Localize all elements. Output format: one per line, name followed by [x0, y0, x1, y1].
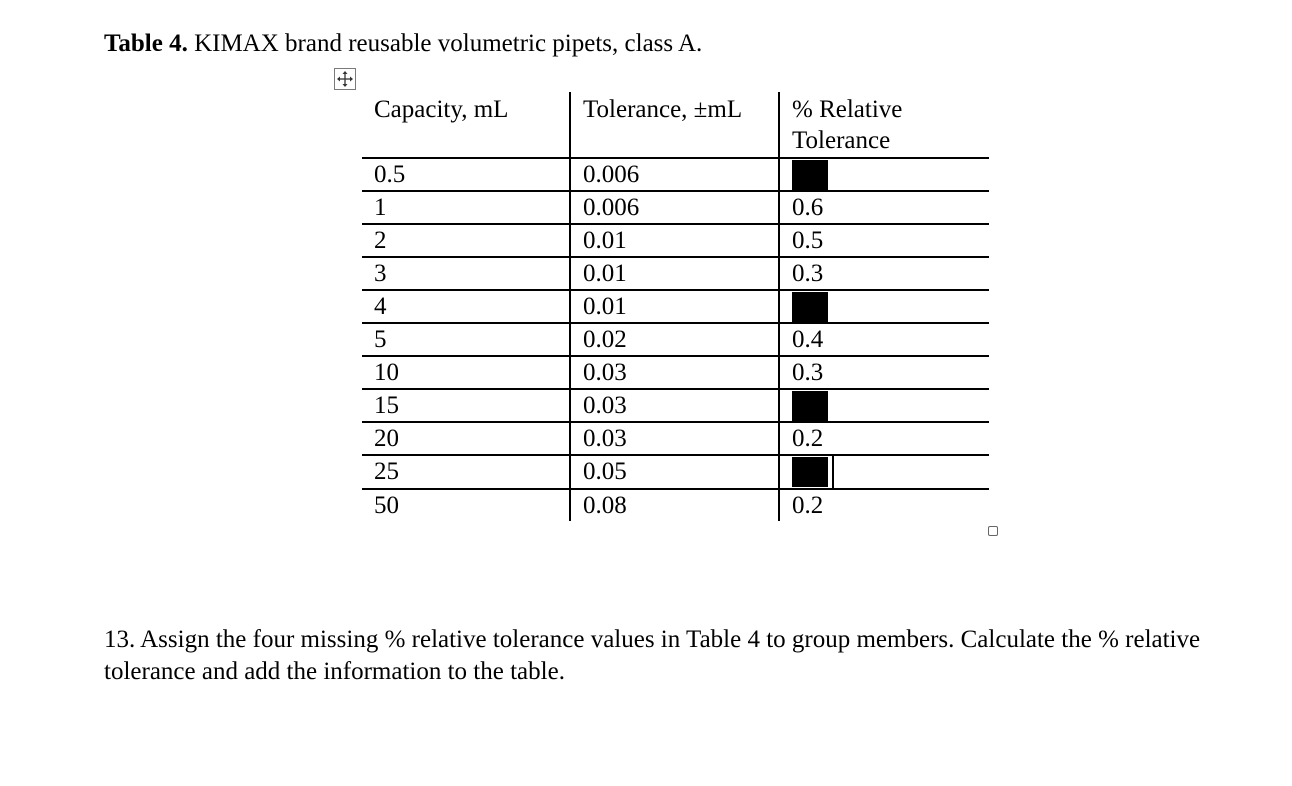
- cell-relative-tolerance[interactable]: [779, 290, 989, 323]
- table-row: [362, 455, 989, 489]
- header-tolerance[interactable]: Tolerance, ±mL: [570, 92, 779, 158]
- cell-capacity[interactable]: 20: [362, 422, 570, 455]
- cell-relative-tolerance[interactable]: 0.4: [779, 323, 989, 356]
- missing-value-block: [792, 457, 828, 487]
- cell-capacity[interactable]: 50: [374, 492, 399, 519]
- missing-value-block: [792, 160, 828, 190]
- cell-relative-tolerance[interactable]: 0.3: [779, 356, 989, 389]
- missing-value-block: [792, 391, 828, 421]
- table-move-handle-icon[interactable]: [334, 68, 356, 90]
- cell-capacity[interactable]: 0.5: [362, 158, 570, 191]
- table-row: [362, 356, 989, 389]
- cell-relative-tolerance[interactable]: [779, 455, 989, 489]
- table-row: [362, 158, 989, 191]
- table-resize-handle-icon[interactable]: [988, 526, 998, 536]
- table-row: [362, 489, 989, 521]
- table-row: [362, 224, 989, 257]
- cell-tolerance[interactable]: 0.03: [570, 356, 779, 389]
- cell-relative-tolerance[interactable]: 0.2: [779, 422, 989, 455]
- table-header-row: [362, 92, 989, 158]
- table-row: [362, 290, 989, 323]
- cell-tolerance[interactable]: 0.006: [570, 158, 779, 191]
- cell-capacity[interactable]: 2: [362, 224, 570, 257]
- text-cursor: [832, 456, 834, 488]
- pipet-tolerance-table: [362, 92, 989, 521]
- cell-tolerance[interactable]: 0.03: [570, 389, 779, 422]
- cell-capacity[interactable]: 3: [362, 257, 570, 290]
- header-capacity[interactable]: Capacity, mL: [362, 92, 570, 158]
- table-caption-text: KIMAX brand reusable volumetric pipets, class A.: [187, 30, 703, 57]
- question-text: 13. Assign the four missing % relative tolerance values in Table 4 to group members. Calculate the % relative tolerance and add the information to the table.: [104, 626, 1201, 685]
- cell-relative-tolerance[interactable]: 0.2: [779, 489, 989, 521]
- cell-relative-tolerance[interactable]: 0.6: [779, 191, 989, 224]
- cell-tolerance[interactable]: 0.02: [570, 323, 779, 356]
- cell-capacity[interactable]: 25: [362, 455, 570, 489]
- cell-capacity[interactable]: 4: [362, 290, 570, 323]
- table-caption: [104, 28, 702, 60]
- cell-relative-tolerance[interactable]: 0.3: [779, 257, 989, 290]
- cell-relative-tolerance[interactable]: [779, 389, 989, 422]
- table-row: [362, 422, 989, 455]
- cell-tolerance[interactable]: 0.05: [570, 455, 779, 489]
- cell-tolerance[interactable]: 0.006: [570, 191, 779, 224]
- table-row: [362, 257, 989, 290]
- missing-value-block: [792, 292, 828, 322]
- cell-relative-tolerance[interactable]: [779, 158, 989, 191]
- cell-relative-tolerance[interactable]: 0.5: [779, 224, 989, 257]
- table-row: [362, 191, 989, 224]
- cell-capacity[interactable]: 5: [362, 323, 570, 356]
- cell-tolerance[interactable]: 0.01: [570, 257, 779, 290]
- cell-capacity[interactable]: 15: [362, 389, 570, 422]
- cell-tolerance[interactable]: 0.01: [570, 290, 779, 323]
- table-row: [362, 389, 989, 422]
- cell-tolerance[interactable]: 0.08: [570, 489, 779, 521]
- cell-tolerance[interactable]: 0.03: [570, 422, 779, 455]
- cell-capacity[interactable]: 1: [362, 191, 570, 224]
- cell-capacity[interactable]: 10: [362, 356, 570, 389]
- table-caption-label: Table 4.: [104, 30, 188, 57]
- cell-tolerance[interactable]: 0.01: [570, 224, 779, 257]
- header-relative-tolerance[interactable]: % Relative Tolerance: [779, 92, 989, 158]
- table-row: [362, 323, 989, 356]
